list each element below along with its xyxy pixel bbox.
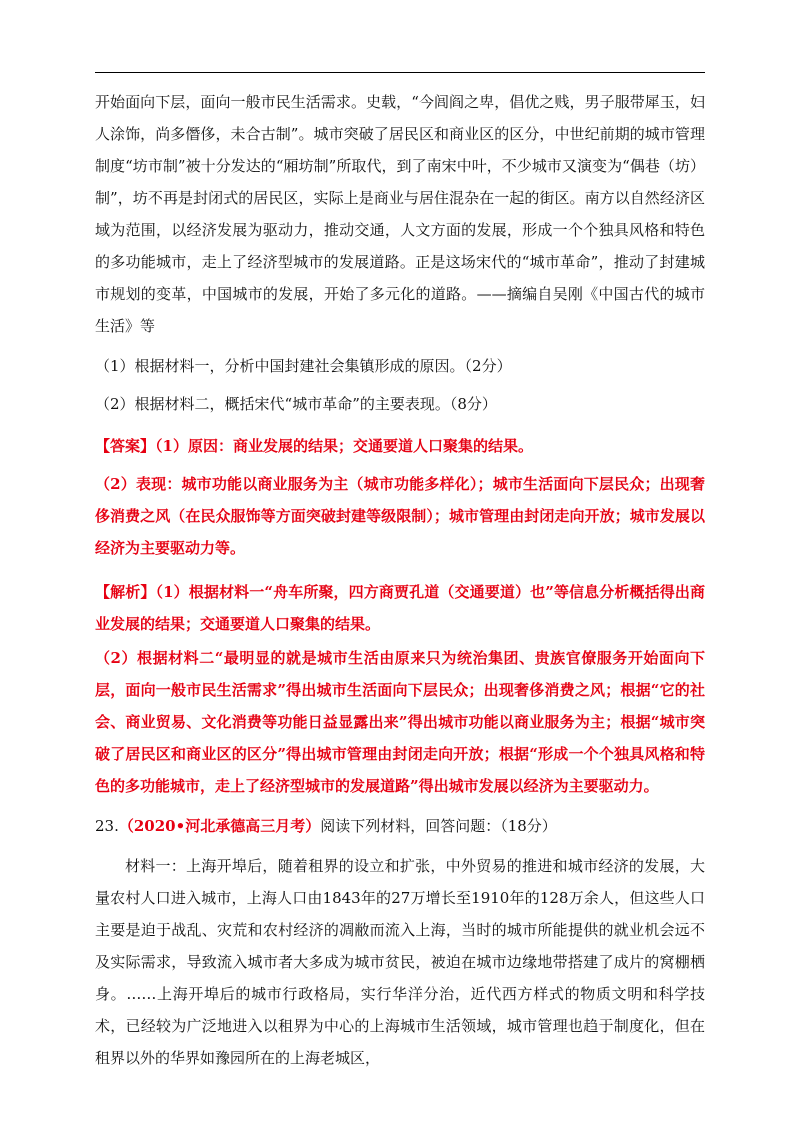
passage-text: 开始面向下层，面向一般市民生活需求。史载，“今闾阎之卑，倡优之贱，男子服带犀玉，妇人涂饰，尚多僭侈，未合古制”。城市突破了居民区和商业区的区分，中世纪前期的城市管理制度“坊市制”被十分发达的“厢坊制”所取代，到了南宋中叶，不少城市又演变为“偶巷（坊）制”，坊不再是封闭式的居民区，实际上是商业与居住混杂在一起的街区。南方以自然经济区域为范围，以经济发展为驱动力，推动交通，人文方面的发展，形成一个个独具风格和特色的多功能城市，走上了经济型城市的发展道路。正是这场宋代的“城市革命”，推动了封建城市规划的变革，中国城市的发展，开始了多元化的道路。——摘编自吴刚《中国古代的城市生活》等 [95, 93, 705, 335]
question-source: （2020•河北承德高三月考） [118, 817, 321, 835]
document-page [95, 86, 705, 1074]
question-number: 23. [95, 817, 119, 835]
answer-part-1: 【答案】（1）原因：商业发展的结果；交通要道人口聚集的结果。 [95, 437, 533, 455]
header-rule [95, 72, 705, 73]
question-prompt: 阅读下列材料，回答问题：（18分） [320, 817, 557, 835]
analysis-part-1: 【解析】（1）根据材料一“舟车所聚，四方商贾孔道（交通要道）也”等信息分析概括得出商业发展的结果；交通要道人口聚集的结果。 [95, 583, 705, 633]
analysis-part-2: （2）根据材料二“最明显的就是城市生活由原来只为统治集团、贵族官僚服务开始面向下层，面向一般市民生活需求”得出城市生活面向下层民众；出现奢侈消费之风；根据“它的社会、商业贸易、文化消费等功能日益显露出来”得出城市功能以商业服务为主；根据“城市突破了居民区和商业区的区分”得出城市管理由封闭走向开放；根据“形成一个个独具风格和特色的多功能城市，走上了经济型城市的发展道路”得出城市发展以经济为主要驱动力。 [95, 649, 705, 795]
question-1: （1）根据材料一，分析中国封建社会集镇形成的原因。（2分） [95, 357, 512, 375]
answer-part-2: （2）表现：城市功能以商业服务为主（城市功能多样化）；城市生活面向下层民众；出现奢侈消费之风（在民众服饰等方面突破封建等级限制）；城市管理由封闭走向开放；城市发展以经济为主要驱动力等。 [95, 475, 705, 557]
question-2: （2）根据材料二，概括宋代“城市革命”的主要表现。（8分） [95, 395, 497, 413]
material-1-text: 材料一：上海开埠后，随着租界的设立和扩张，中外贸易的推进和城市经济的发展，大量农村人口进入城市，上海人口由1843年的27万增长至1910年的128万余人，但这些人口主要是迫于战乱、灾荒和农村经济的凋敝而流入上海，当时的城市所能提供的就业机会远不及实际需求，导致流入城市者大多成为城市贫民，被迫在城市边缘地带搭建了成片的窝棚栖身。……上海开埠后的城市行政格局，实行华洋分治，近代西方样式的物质文明和科学技术，已经较为广泛地进入以租界为中心的上海城市生活领域，城市管理也趋于制度化，但在租界以外的华界如豫园所在的上海老城区， [95, 857, 705, 1067]
question-23-header [95, 810, 705, 842]
